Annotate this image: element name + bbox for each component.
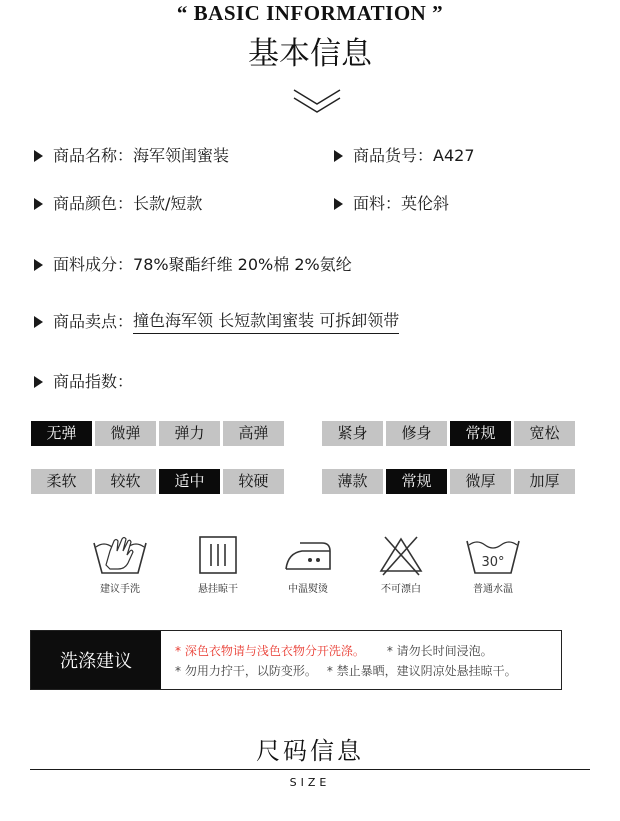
- washing-tip-shade-dry: * 禁止暴晒，建议阴凉处悬挂晾干。: [326, 664, 517, 678]
- name-label: 商品名称：: [53, 146, 134, 165]
- info-row-selling-points: [34, 310, 399, 334]
- wash-temperature: 30°: [481, 555, 505, 570]
- care-wash-30: [448, 533, 538, 597]
- washing-tip-no-wring: * 勿用力拧干，以防变形。: [175, 664, 317, 678]
- elasticity-chip: 弹力: [159, 421, 220, 446]
- info-row-index: [34, 371, 133, 393]
- composition-label: 面料成分：: [53, 255, 134, 274]
- thickness-chip: 薄款: [322, 469, 383, 494]
- elasticity-scale: [31, 421, 284, 446]
- fit-chip: 宽松: [514, 421, 575, 446]
- info-row-name: [34, 145, 229, 167]
- hang-dry-icon: [196, 533, 240, 577]
- triangle-bullet-icon: [34, 259, 43, 271]
- info-row-composition: [34, 254, 352, 276]
- care-label: 建议手洗: [100, 584, 140, 595]
- sku-label: 商品货号：: [353, 146, 434, 165]
- size-section-subtitle: SIZE: [289, 776, 331, 789]
- index-label: 商品指数：: [53, 372, 134, 391]
- softness-chip: 较硬: [223, 469, 284, 494]
- size-divider: [30, 769, 590, 770]
- washing-tip-no-soak: * 请勿长时间浸泡。: [386, 644, 493, 658]
- elasticity-chip: 无弹: [31, 421, 92, 446]
- iron-medium-icon: [280, 533, 336, 577]
- softness-chip: 柔软: [31, 469, 92, 494]
- care-hand-wash: [75, 533, 165, 597]
- chinese-section-title: 基本信息: [248, 36, 372, 72]
- size-section-title: 尺码信息: [256, 737, 364, 765]
- color-label: 商品颜色：: [53, 194, 134, 213]
- care-label: 中温熨烫: [288, 584, 328, 595]
- care-label: 不可漂白: [381, 584, 421, 595]
- care-label: 悬挂晾干: [198, 584, 238, 595]
- fit-chip: 紧身: [322, 421, 383, 446]
- composition-value: 78%聚酯纤维 20%棉 2%氨纶: [133, 255, 352, 274]
- care-label: 普通水温: [473, 584, 513, 595]
- washing-advice-body: [161, 631, 517, 689]
- thickness-chip: 微厚: [450, 469, 511, 494]
- color-value: 长款/短款: [133, 194, 203, 213]
- fabric-label: 面料：: [353, 194, 402, 213]
- fit-scale: [322, 421, 575, 446]
- info-row-fabric: [334, 193, 449, 215]
- info-row-sku: [334, 145, 475, 167]
- selling-value: 撞色海军领 长短款闺蜜装 可拆卸领带: [133, 310, 399, 334]
- triangle-bullet-icon: [334, 150, 343, 162]
- fit-chip: 常规: [450, 421, 511, 446]
- triangle-bullet-icon: [34, 376, 43, 388]
- thickness-scale: [322, 469, 575, 494]
- care-iron-medium: [263, 533, 353, 597]
- thickness-chip: 加厚: [514, 469, 575, 494]
- triangle-bullet-icon: [34, 198, 43, 210]
- name-value: 海军领闺蜜装: [133, 146, 230, 165]
- elasticity-chip: 微弹: [95, 421, 156, 446]
- info-row-color: [34, 193, 202, 215]
- care-no-bleach: [356, 533, 446, 597]
- wash-30-icon: [465, 533, 521, 577]
- double-chevron-down-icon: [292, 86, 342, 116]
- triangle-bullet-icon: [334, 198, 343, 210]
- fabric-value: 英伦斜: [401, 194, 450, 213]
- sku-value: A427: [433, 146, 475, 165]
- care-hang-dry: [173, 533, 263, 597]
- softness-chip: 较软: [95, 469, 156, 494]
- selling-label: 商品卖点：: [53, 312, 134, 331]
- softness-chip: 适中: [159, 469, 220, 494]
- elasticity-chip: 高弹: [223, 421, 284, 446]
- triangle-bullet-icon: [34, 150, 43, 162]
- washing-advice-box: [30, 630, 562, 690]
- washing-advice-title: 洗涤建议: [31, 631, 161, 689]
- thickness-chip: 常规: [386, 469, 447, 494]
- softness-scale: [31, 469, 284, 494]
- triangle-bullet-icon: [34, 316, 43, 328]
- hand-wash-icon: [92, 533, 148, 577]
- fit-chip: 修身: [386, 421, 447, 446]
- washing-tip-separate: * 深色衣物请与浅色衣物分开洗涤。: [175, 644, 365, 658]
- english-section-title: “ BASIC INFORMATION ”: [176, 1, 444, 25]
- no-bleach-icon: [377, 533, 425, 577]
